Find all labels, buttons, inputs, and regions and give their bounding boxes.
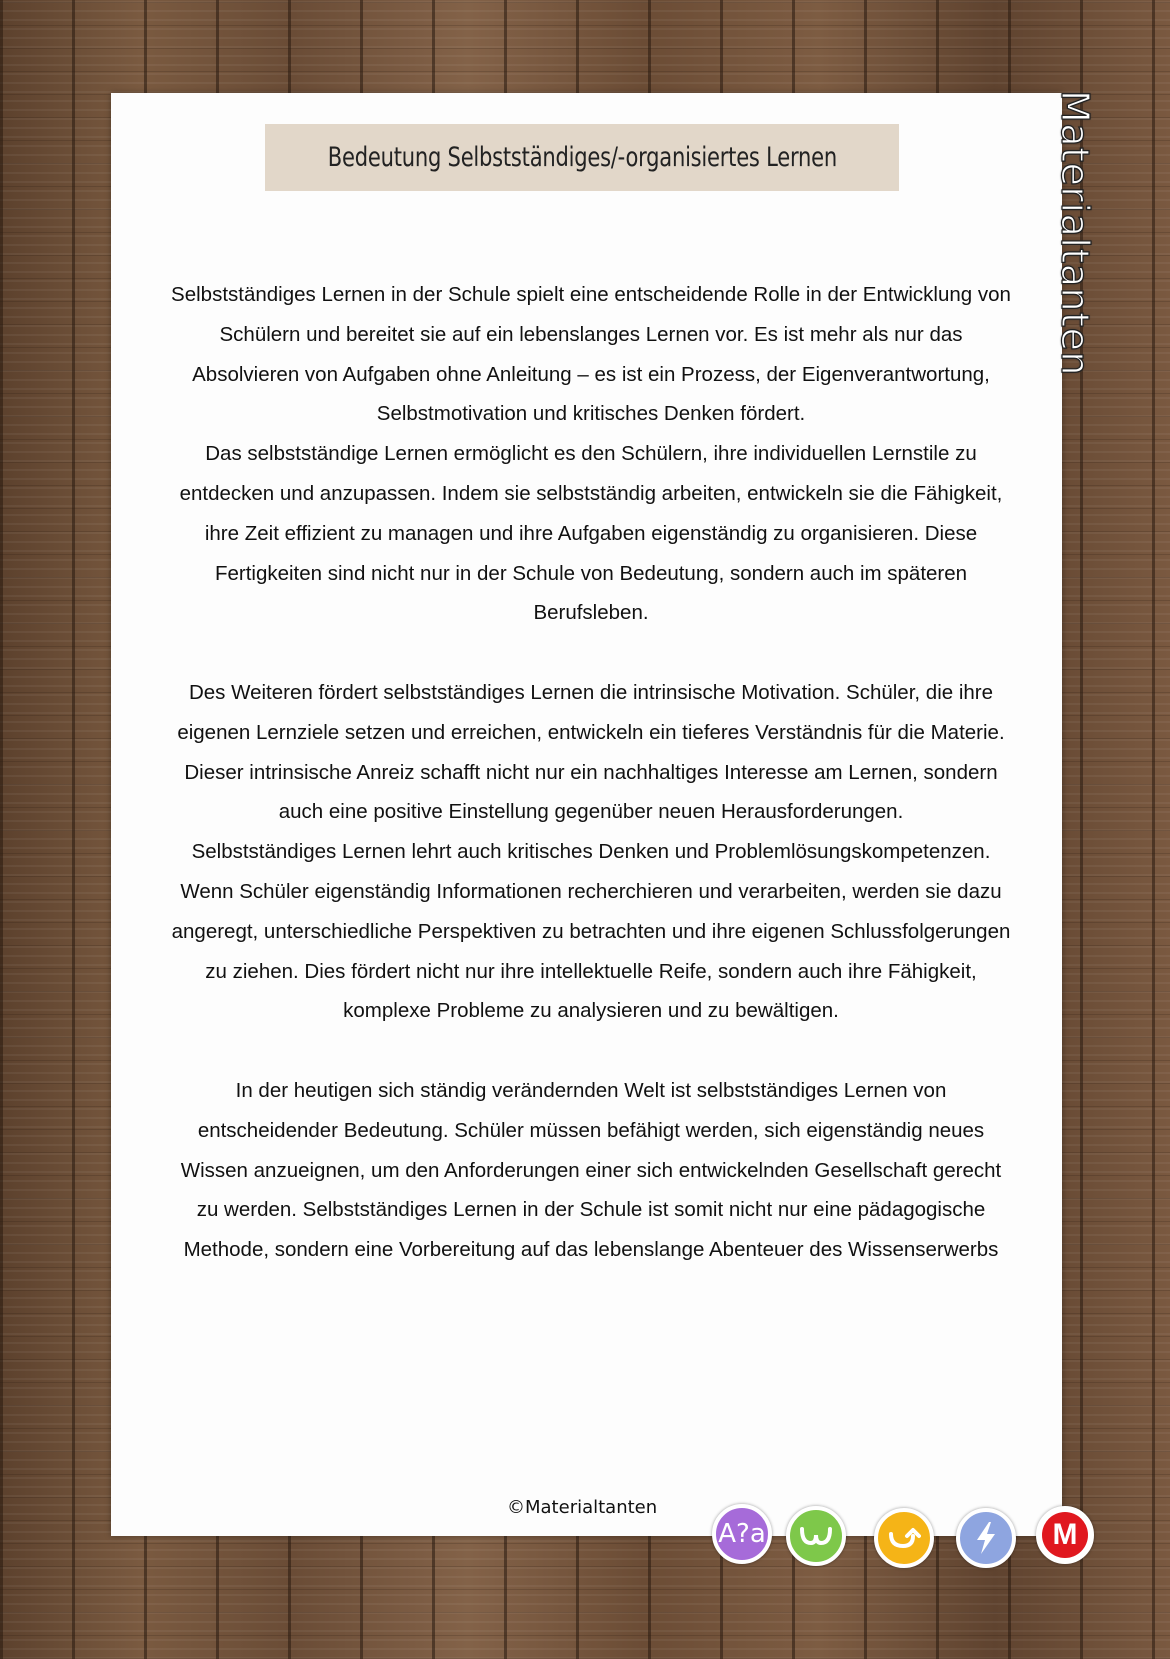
paragraph-4: Selbstständiges Lernen lehrt auch kritisches Denken und Problemlösungskompetenzen. Wenn Schüler eigenständig Informationen recherchieren und verarbeiten, werden sie dazu angeregt, unterschiedliche Perspektiven zu betrachten und ihre eigenen Schlussfolgerungen zu ziehen. Dies fördert nicht nur ihre intellektuelle Reife, sondern auch ihre Fähigkeit, komplexe Probleme zu analysieren und zu bewältigen.: [171, 840, 1011, 1023]
quiz-badge-icon: [712, 1504, 772, 1564]
title-banner: [265, 124, 899, 191]
paragraph-2: Das selbstständige Lernen ermöglicht es den Schülern, ihre individuellen Lernstile zu entdecken und anzupassen. Indem sie selbstständig arbeiten, entwickeln sie die Fähigkeit, ihre Zeit effizient zu managen und ihre Aufgaben eigenständig zu organisieren. Diese Fertigkeiten sind nicht nur in der Schule von Bedeutung, sondern auch im späteren Berufsleben.: [179, 442, 1003, 625]
smile-badge-icon: [786, 1506, 846, 1566]
paragraph-gap: [171, 1031, 1011, 1071]
paragraph-1: Selbstständiges Lernen in der Schule spielt eine entscheidende Rolle in der Entwicklung von Schülern und bereitet sie auf ein lebenslanges Lernen vor. Es ist mehr als nur das Absolvieren von Aufgaben ohne Anleitung – es ist ein Prozess, der Eigenverantwortung, Selbstmotivation und kritisches Denken fördert.: [171, 283, 1011, 426]
smile-icon: [799, 1525, 833, 1547]
paragraph-3: Des Weiteren fördert selbstständiges Lernen die intrinsische Motivation. Schüler, die ihre eigenen Lernziele setzen und erreichen, entwickeln ein tieferes Verständnis für die Materie. Dieser intrinsische Anreiz schafft nicht nur ein nachhaltiges Interesse am Lernen, sondern auch eine positive Einstellung gegenüber neuen Herausforderungen.: [177, 680, 1005, 824]
lightning-badge-icon: [956, 1508, 1016, 1568]
page-title: Bedeutung Selbstständiges/-organisiertes Lernen: [327, 142, 837, 173]
curved-arrow-icon: [887, 1526, 921, 1550]
body-text: [171, 275, 1011, 1270]
paragraph-gap: [171, 633, 1011, 673]
quiz-badge-label: A?a: [718, 1519, 766, 1549]
paragraph-5: In der heutigen sich ständig verändernden Welt ist selbstständiges Lernen von entscheidender Bedeutung. Schüler müssen befähigt werden, sich eigenständig neues Wissen anzueignen, um den Anforderungen einer sich entwickelnden Gesellschaft gerecht zu werden. Selbstständiges Lernen in der Schule ist somit nicht nur eine pädagogische Methode, sondern eine Vorbereitung auf das lebenslange Abenteuer des Wissenserwerbs: [180, 1078, 1002, 1262]
m-badge-icon: [1036, 1506, 1094, 1564]
arrow-badge-icon: [874, 1508, 934, 1568]
lightning-icon: [973, 1520, 999, 1556]
brand-logo: [1033, 90, 1097, 377]
m-badge-label: M: [1042, 1512, 1088, 1558]
copyright-text: ©Materialtanten: [507, 1497, 658, 1518]
worksheet-page: [111, 93, 1062, 1536]
brand-name: Materialtanten: [1053, 90, 1097, 377]
